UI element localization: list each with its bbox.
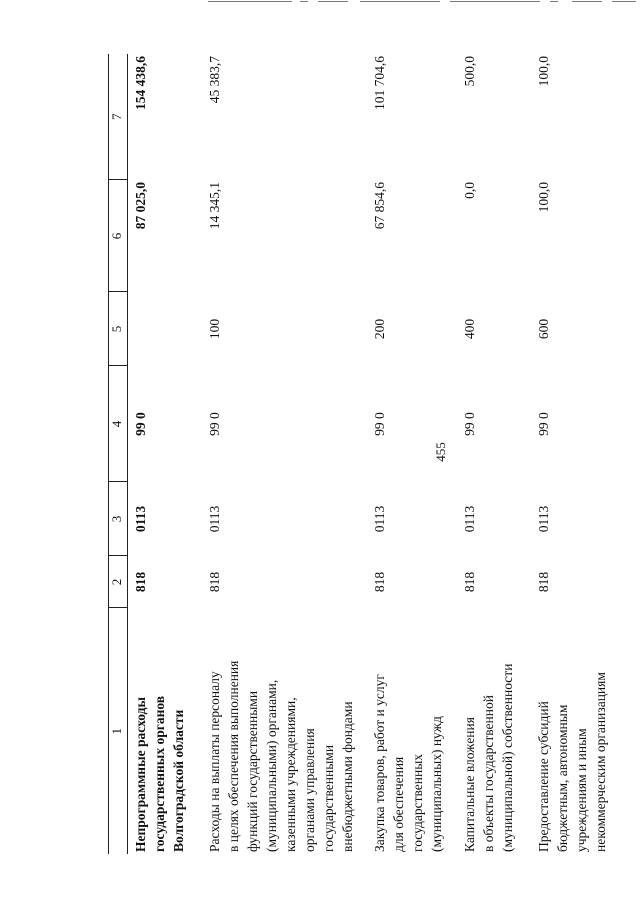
row-expense-type-code: [128, 292, 196, 366]
row-name-line: Непрограммные расходы: [133, 696, 148, 852]
row-amount-first: 14 345,1: [207, 182, 222, 230]
row-name-line: бюджетным, автономным: [555, 704, 570, 852]
row-name-line: внебюджетными фондами: [340, 701, 355, 852]
row-section-code: 0113: [133, 505, 148, 533]
budget-table: [108, 54, 614, 854]
table-row: [128, 54, 196, 854]
row-amount-first: 100,0: [536, 182, 551, 213]
column-number-row: [109, 54, 128, 854]
row-name-line: органами управления: [302, 728, 317, 852]
page-number: 455: [433, 442, 448, 462]
row-expense-type-code: 100: [207, 318, 222, 340]
row-name-line: (муниципальных) нужд: [429, 716, 444, 852]
row-name-line: Закупка товаров, работ и услуг: [372, 674, 387, 852]
column-header: 3: [109, 482, 128, 556]
row-name: [526, 608, 614, 854]
row-ved-code: 818: [207, 571, 222, 593]
row-target-code: 99 0: [133, 412, 148, 436]
row-amount-second: 154 438,6: [133, 56, 148, 110]
row-expense-type-code: 200: [372, 318, 387, 340]
row-name-line: Предоставление субсидий: [536, 701, 551, 852]
budget-table-rotated: [108, 54, 633, 854]
row-name-line: Капитальные вложения: [462, 717, 477, 852]
row-name: [450, 608, 526, 854]
row-amount-first: 0,0: [462, 182, 477, 199]
row-ved-code: 818: [536, 571, 551, 593]
row-name: [360, 608, 450, 854]
column-header: 7: [109, 54, 128, 180]
row-ved-code: 818: [462, 571, 477, 593]
row-name-line: (муниципальной) собственности: [500, 663, 515, 852]
column-header: 1: [109, 608, 128, 854]
row-name-line: казенными учреждениями,: [283, 697, 298, 852]
column-header: 2: [109, 556, 128, 608]
column-header: 6: [109, 180, 128, 292]
row-name-line: государственными: [321, 744, 336, 852]
row-name-line: Расходы на выплаты персоналу: [207, 671, 222, 852]
row-name-line: государственных органов: [152, 695, 167, 852]
row-section-code: 0113: [536, 505, 551, 533]
row-section-code: 0113: [462, 505, 477, 533]
row-name: [128, 608, 196, 854]
row-section-code: 0113: [372, 505, 387, 533]
row-name-line: государственных: [410, 753, 425, 852]
scan-edge-lines: [200, 1, 636, 3]
row-ved-code: 818: [133, 571, 148, 593]
column-header: 5: [109, 292, 128, 366]
row-amount-first: 87 025,0: [133, 182, 148, 230]
row-expense-type-code: 600: [536, 318, 551, 340]
row-amount-first: 67 854,6: [372, 182, 387, 230]
row-name-line: для обеспечения: [391, 756, 406, 852]
table-row: [526, 54, 614, 854]
row-target-code: 99 0: [372, 412, 387, 436]
row-amount-second: 100,0: [536, 56, 551, 87]
row-name: [195, 608, 360, 854]
row-target-code: 99 0: [536, 412, 551, 436]
row-name-line: в объекты государственной: [481, 695, 496, 852]
row-target-code: 99 0: [207, 412, 222, 436]
row-name-line: Волгоградской области: [171, 709, 186, 852]
row-name-line: (муниципальными) органами,: [264, 679, 279, 852]
row-expense-type-code: 400: [462, 318, 477, 340]
row-amount-second: 101 704,6: [372, 56, 387, 110]
row-name-line: некоммерческим организациям: [593, 672, 608, 852]
row-amount-second: 45 383,7: [207, 56, 222, 104]
row-name-line: учреждениям и иным: [574, 728, 589, 852]
table-row: [195, 54, 360, 854]
row-ved-code: 818: [372, 571, 387, 593]
row-section-code: 0113: [207, 505, 222, 533]
row-amount-second: 500,0: [462, 56, 477, 87]
table-body: [128, 54, 615, 854]
table-row: [450, 54, 526, 854]
table-row: [360, 54, 450, 854]
row-name-line: в целях обеспечения выполнения: [226, 660, 241, 852]
row-name-line: функций государственными: [245, 690, 260, 852]
row-target-code: 99 0: [462, 412, 477, 436]
column-header: 4: [109, 366, 128, 482]
